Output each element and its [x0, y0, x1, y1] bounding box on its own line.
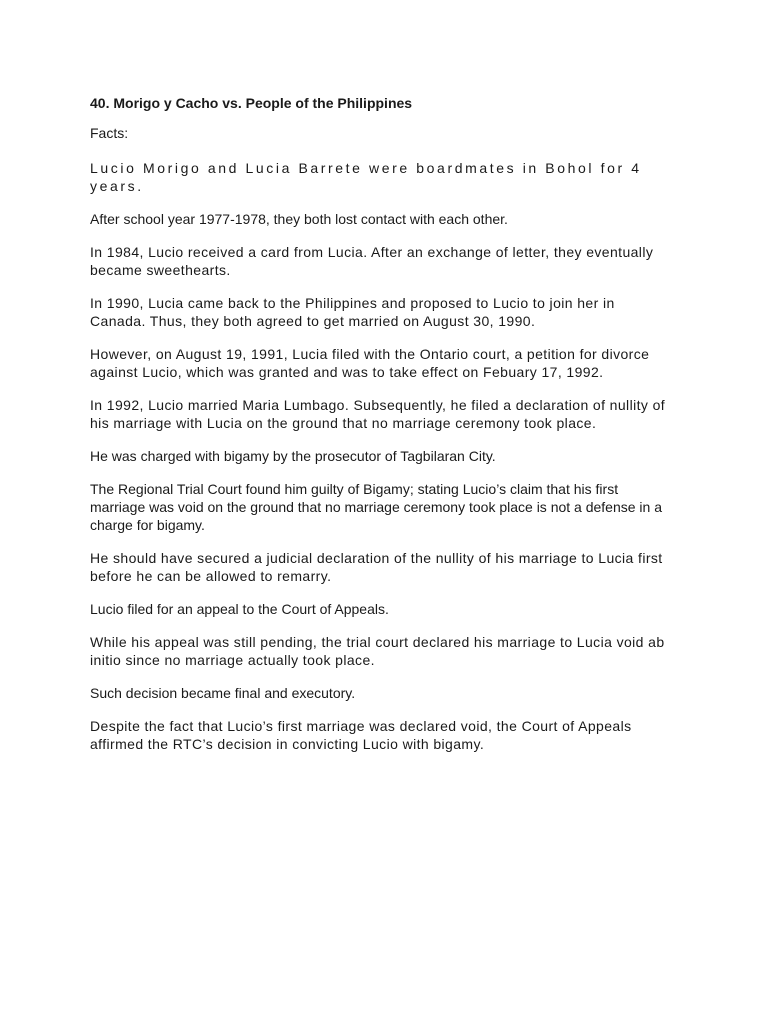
paragraph-ca-affirmed: Despite the fact that Lucio’s first marriage was declared void, the Court of Appeals affirmed the RTC’s decision in convicting Lucio with bigamy. [90, 718, 632, 752]
paragraph-void-ab-initio: While his appeal was still pending, the trial court declared his marriage to Lucia void ab initio since no marriage actually took place. [90, 634, 665, 668]
paragraph-bigamy-charge: He was charged with bigamy by the prosecutor of Tagbilaran City. [90, 448, 496, 464]
paragraph-appeal: Lucio filed for an appeal to the Court of Appeals. [90, 601, 389, 617]
paragraph-judicial-declaration: He should have secured a judicial declaration of the nullity of his marriage to Lucia first before he can be allowed to remarry. [90, 550, 663, 584]
paragraph-marriage: In 1990, Lucia came back to the Philippines and proposed to Lucio to join her in Canada. Thus, they both agreed to get married on August 30, 1990. [90, 295, 615, 329]
paragraph-final-decision: Such decision became final and executory. [90, 685, 356, 701]
facts-heading: Facts: [90, 125, 129, 141]
paragraph-lost-contact: After school year 1977-1978, they both lost contact with each other. [90, 211, 508, 227]
document-title: 40. Morigo y Cacho vs. People of the Philippines [90, 95, 413, 111]
document-body [90, 95, 670, 768]
paragraph-rtc-ruling: The Regional Trial Court found him guilty of Bigamy; stating Lucio’s claim that his first marriage was void on the ground that no marriage ceremony took place is not a defense in a charge for bigamy. [90, 481, 662, 533]
paragraph-divorce: However, on August 19, 1991, Lucia filed with the Ontario court, a petition for divorce against Lucio, which was granted and was to take effect on Febuary 17, 1992. [90, 346, 650, 380]
paragraph-remarriage: In 1992, Lucio married Maria Lumbago. Subsequently, he filed a declaration of nullity of his marriage with Lucia on the ground that no marriage ceremony took place. [90, 397, 666, 431]
paragraph-sweethearts: In 1984, Lucio received a card from Lucia. After an exchange of letter, they eventually became sweethearts. [90, 244, 654, 278]
paragraph-boardmates: Lucio Morigo and Lucia Barrete were boardmates in Bohol for 4 years. [90, 160, 642, 194]
